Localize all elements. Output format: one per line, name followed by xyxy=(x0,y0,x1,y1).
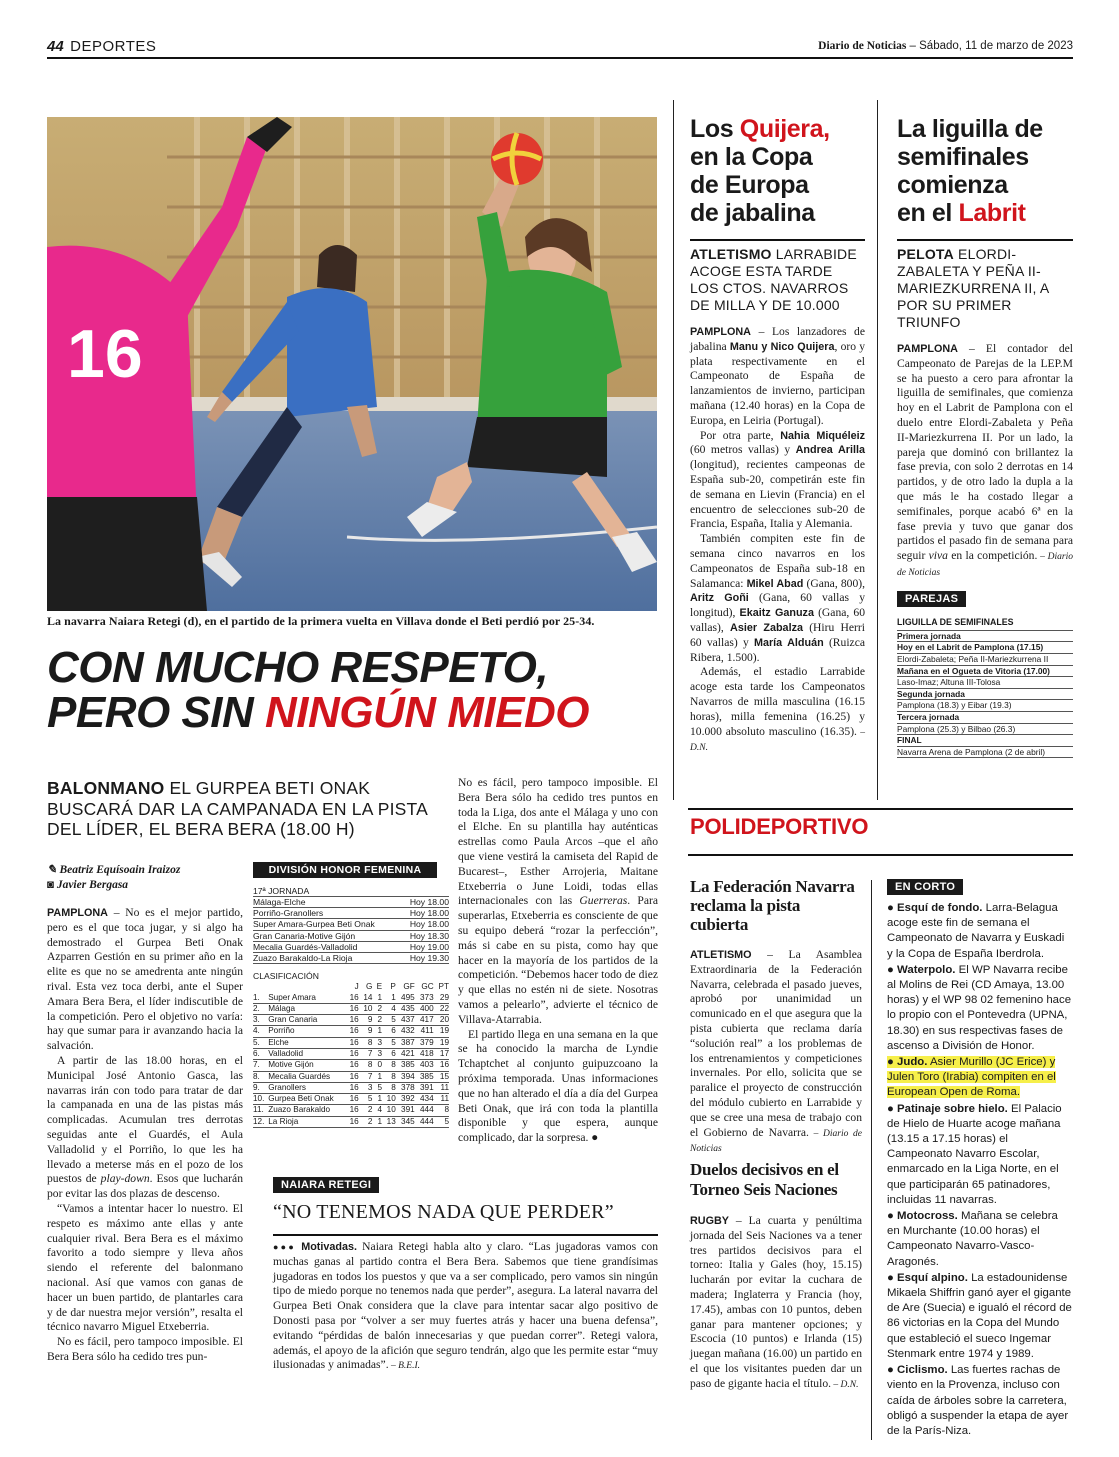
main-paragraph-1: PAMPLONA – No es el mejor partido, pero es el que toca jugar, y si algo ha demostrado el Gurpea Beti Onak Azparren Gestión en su primer año en la elite es que no se amedrenta ante ningún rival. Esta vez toca derbi, ante el Super Amara Bera Bera, el líder indiscutible de la competición. Pero el objetivo no varía: hay que sumar para ir avanzando hacia la salvación. xyxy=(47,906,243,1053)
fixture-row xyxy=(253,897,449,908)
standings-cell: 1 xyxy=(377,1026,383,1036)
standings-cell: 4. xyxy=(253,1026,260,1036)
schedule-line: Pamplona (25.3) y Bilbao (26.3) xyxy=(897,724,1073,736)
standings-cell: 11 xyxy=(440,1094,449,1104)
interview-dots: ●●● xyxy=(273,1242,297,1252)
byline xyxy=(47,863,247,893)
liguilla-headline: La liguilla de semifinales comienza en el Labrit xyxy=(897,115,1043,227)
short-news-text: Mañana se celebra en Murchante (10.00 horas) el Campeonato Navarro-Vasco-Aragonés. xyxy=(887,1210,1058,1268)
standings-cell: 432 xyxy=(401,1026,415,1036)
standings-cell: 385 xyxy=(419,1071,434,1081)
standings-cell: 11 xyxy=(440,1082,449,1092)
standings-cell: 1 xyxy=(377,992,383,1002)
bullet-icon: ● xyxy=(887,1210,898,1223)
standings-row xyxy=(253,1116,449,1127)
main-paragraph-5: El partido llega en una semana en la que se ha conocido la marcha de Lyndie Tchaptchet al conjunto guipuzcoano la próxima temporada. Unas informaciones que no han alterado el día a día del Gurpea Beti Onak, que irá con toda la plantilla disponible y que espera, aunque complicado, dar la sorpresa. ● xyxy=(458,1027,658,1145)
standings-cell: 16 xyxy=(349,1105,359,1115)
team-name: Granollers xyxy=(268,1082,306,1092)
interview-text: ●●● Motivadas. Naiara Retegi habla alto y claro. “Las jugadoras vamos con muchas ganas al partido contra el Bera Bera. Sabemos que tiene grandísimas jugadoras en todos los puestos y que va a ser complicado, pero vamos sin ningún tipo de miedo porque no tenemos nada que perder”, asegura. La lateral navarra del Gurpea Beti Onak considera que la clave para intentar sacar algo positivo de Donosti pasa por “volver a ser muy fuertes atrás y hacer una buena defensa”, evitando “pérdidas de balón innecesarias y que puedan correr”. Retegi valora, además, el apoyo de la afición que seguro tendrán, algo que les permite estar “muy ilusionadas y animadas”. – B.E.I. xyxy=(273,1240,658,1372)
fixture-time: Hoy 18.00 xyxy=(409,908,449,919)
standings-cell: 391 xyxy=(401,1105,415,1115)
team-name: Elche xyxy=(268,1037,289,1047)
fixture-row xyxy=(253,908,449,919)
standings-cell: 8 xyxy=(444,1105,449,1115)
standings-cell: 16 xyxy=(349,1060,359,1070)
main-paragraph-3: “Vamos a intentar hacer lo nuestro. El respeto es máximo ante ellas y ante cualquier rival. Bera Bera es el máximo favorito a todo siempre y lleva años siendo el referente del balonmano nacional. Así que vamos con ganas de hacer un buen partido, de plantarles cara y de dar nuestra mejor versión”, resalta el técnico navarro Miguel Etxeberria. xyxy=(47,1201,243,1334)
fixture-teams: Super Amara-Gurpea Beti Onak xyxy=(253,919,375,930)
standings-cell: 394 xyxy=(401,1071,415,1081)
schedule-heading: Mañana en el Ogueta de Vitoria (17.00) xyxy=(897,666,1073,678)
standings-row xyxy=(253,1060,449,1071)
standings-col-header: E xyxy=(376,982,383,992)
standings-cell: 5 xyxy=(444,1116,449,1126)
quijera-kicker: ATLETISMO LARRABIDE ACOGE ESTA TARDE LOS CTOS. NAVARROS DE MILLA Y DE 10.000 xyxy=(690,246,857,313)
standings-box xyxy=(253,860,449,1128)
short-news-sport: Judo. xyxy=(897,1056,928,1069)
standings-cell: 437 xyxy=(401,1015,415,1025)
main-column-2 xyxy=(458,776,658,1146)
fixture-teams: Zuazo Barakaldo-La Rioja xyxy=(253,953,353,964)
interview-tag: NAIARA RETEGI xyxy=(273,1177,379,1193)
photographer: ◙ Javier Bergasa xyxy=(47,879,129,891)
schedule-heading: Segunda jornada xyxy=(897,689,1073,701)
quijera-headline: Los Quijera, en la Copa de Europa de jabalina xyxy=(690,115,830,227)
standings-table xyxy=(253,982,449,1128)
standings-cell: 417 xyxy=(419,1015,434,1025)
standings-col-header: P xyxy=(390,982,396,992)
team-name: Mecalia Guardés xyxy=(268,1071,331,1081)
standings-row xyxy=(253,1015,449,1026)
standings-col-header: GF xyxy=(403,982,415,992)
schedule-heading: Tercera jornada xyxy=(897,712,1073,724)
short-news-esqui-alpino xyxy=(887,1271,1073,1362)
standings-cell: 16 xyxy=(349,1082,359,1092)
standings-cell: 17 xyxy=(439,1049,449,1058)
standings-cell: 16 xyxy=(349,1116,359,1126)
bullet-icon: ● xyxy=(887,1056,898,1069)
standings-cell: 6. xyxy=(253,1049,260,1058)
short-news-text: Asier Murillo (JC Erice) y Julen Toro (Irabia) compiten en el European Open de Roma. xyxy=(887,1056,1056,1099)
short-news-sport: Motocross. xyxy=(897,1210,958,1223)
team-name: Gran Canaria xyxy=(268,1015,318,1025)
bullet-icon: ● xyxy=(887,963,898,976)
short-news-judo xyxy=(887,1055,1073,1101)
jornada-label: 17ª JORNADA xyxy=(253,886,449,897)
standings-cell: 12. xyxy=(253,1116,265,1126)
standings-cell: 5 xyxy=(367,1094,373,1104)
standings-cell: 19 xyxy=(439,1026,449,1036)
short-news-text: Larra-Belagua acoge este fin de semana el Campeonato de Navarra y Euskadi y la Copa de España Iberdrola. xyxy=(887,902,1065,960)
standings-cell: 0 xyxy=(377,1060,383,1070)
team-name: Zuazo Barakaldo xyxy=(268,1105,331,1115)
standings-cell: 421 xyxy=(401,1049,415,1058)
standings-cell: 1 xyxy=(377,1094,383,1104)
fixture-row xyxy=(253,942,449,953)
fixture-row xyxy=(253,931,449,942)
standings-cell: 11. xyxy=(253,1105,264,1115)
standings-cell: 2. xyxy=(253,1003,260,1013)
standings-cell: 1 xyxy=(391,992,396,1002)
fixture-teams: Mecalia Guardés-Valladolid xyxy=(253,941,358,952)
standings-cell: 7 xyxy=(367,1049,373,1058)
bullet-icon: ● xyxy=(887,1364,898,1377)
fixture-teams: Gran Canaria-Motive Gijón xyxy=(253,930,356,941)
short-news-text: El Palacio de Hielo de Huarte acoge mañana (13.15 a 17.15 horas) el Campeonato Navarro Escolar, enmarcado en la Liga Norte, en el que participarán 65 patinadores, incluidas 11 navarras. xyxy=(887,1102,1062,1206)
standings-cell: 418 xyxy=(419,1049,434,1058)
standings-cell: 16 xyxy=(349,1094,359,1104)
rugby-text: RUGBY – La cuarta y penúltima jornada del Seis Naciones va a tener tres partidos decisivos para el torneo: Italia y Gales (hoy, 15.15) lucharán por evitar la cuchara de madera; Inglaterra y Francia (hoy, 17.45), ambas con 10 puntos, deben ganar para mantener opciones; y Escocia (10 puntos) e Irlanda (15) juegan mañana (16.00) un partido en el que los visitantes pueden dar un paso de gigante hacia el título. – D.N. xyxy=(690,1214,862,1390)
fixture-time: Hoy 18.00 xyxy=(409,919,449,930)
short-news-waterpolo xyxy=(887,963,1073,1054)
team-name: Málaga xyxy=(268,1003,296,1013)
headline-line-1: CON MUCHO RESPETO, xyxy=(47,643,549,692)
standings-cell: 1 xyxy=(377,1116,383,1126)
standings-cell: 22 xyxy=(439,1003,449,1013)
standings-cell: 8 xyxy=(391,1071,396,1081)
standings-cell: 16 xyxy=(439,1060,449,1070)
liguilla-table-title: LIGUILLA DE SEMIFINALES xyxy=(897,617,1073,631)
standings-cell: 16 xyxy=(349,1003,359,1013)
standings-col-header: GC xyxy=(421,982,434,992)
page-number: 44 xyxy=(47,38,64,55)
standings-row xyxy=(253,1094,449,1105)
standings-cell: 495 xyxy=(401,992,415,1002)
standings-cell: 16 xyxy=(349,1049,359,1058)
standings-cell: 4 xyxy=(391,1003,396,1013)
standings-cell: 392 xyxy=(401,1094,415,1104)
bullet-icon: ● xyxy=(887,1271,898,1284)
handball-scene xyxy=(47,117,657,611)
short-news-sport: Ciclismo. xyxy=(897,1364,948,1377)
standings-tag: DIVISIÓN HONOR FEMENINA xyxy=(253,862,437,878)
poli-rule xyxy=(688,854,1073,856)
standings-cell: 9. xyxy=(253,1082,260,1092)
schedule-line: Laso-Imaz; Altuna III-Tolosa xyxy=(897,677,1073,689)
en-corto-list xyxy=(887,901,1073,1439)
liguilla-paragraph: PAMPLONA – El contador del Campeonato de Parejas de la LEP.M se ha puesto a cero para afrontar la liguilla de semifinales, que comienza hoy en el Labrit de Pamplona con el duelo entre Elordi-Zabaleta y Peña II-Mariezkurrena II. Por un lado, la pareja que dominó con brillantez la fase previa, con solo 2 derrotas en 14 partidos, y de otro lado la dupla a la que más le ha costado llegar a semifinales, porque acabó 6ª en la fase previa y tuvo que ganar dos partidos el pasado fin de semana para seguir viva en la competición. – Diario de Noticias xyxy=(897,342,1073,578)
quijera-paragraph-1: PAMPLONA – Los lanzadores de jabalina Manu y Nico Quijera, oro y plata respectivamente en el Campeonato de España de lanzamientos de invierno, participan mañana (12.40 horas) en la Copa de Europa, en Leiria (Portugal). xyxy=(690,325,865,427)
standings-cell: 2 xyxy=(377,1015,383,1025)
highlight-marker xyxy=(887,1056,1056,1098)
standings-cell: 2 xyxy=(367,1116,373,1126)
standings-cell: 3 xyxy=(377,1049,383,1058)
poli-section-title: POLIDEPORTIVO xyxy=(690,814,869,839)
standings-cell: 387 xyxy=(401,1037,415,1047)
bullet-icon: ● xyxy=(887,1102,898,1115)
standings-cell: 19 xyxy=(439,1037,449,1047)
standings-cell: 10. xyxy=(253,1094,265,1104)
interview-box xyxy=(273,1175,658,1374)
column-divider xyxy=(877,100,878,800)
fixture-time: Hoy 18.30 xyxy=(409,930,449,941)
fixture-row xyxy=(253,953,449,964)
fixture-time: Hoy 19.00 xyxy=(409,941,449,952)
main-headline xyxy=(47,645,667,735)
liguilla-article xyxy=(897,115,1073,758)
standings-cell: 379 xyxy=(419,1037,434,1047)
standings-cell: 1. xyxy=(253,992,260,1002)
newspaper-name: Diario de Noticias xyxy=(818,40,907,52)
headline-line-2: PERO SIN NINGÚN MIEDO xyxy=(47,688,589,737)
standings-label: CLASIFICACIÓN xyxy=(253,971,319,982)
goalkeeper-shirt-number: 16 xyxy=(67,316,143,392)
rugby-article xyxy=(690,1160,862,1393)
standings-row xyxy=(253,1003,449,1014)
main-paragraph-2: A partir de las 18.00 horas, en el Municipal José Antonio Gasca, las navarras irán con todo para tratar de dar la campanada en una de las pistas más complicadas. Acumulan tres derrotas seguidas ante el Guardés, el Aula Valladolid y el Porriño, lo que les ha llevado a meterse más en el pozo de los puestos de play-down. Esos que lucharán por evitar las dos plazas de descenso. xyxy=(47,1053,243,1201)
standings-cell: 10 xyxy=(386,1094,396,1104)
standings-cell: 16 xyxy=(349,1026,359,1036)
standings-cell: 444 xyxy=(419,1105,434,1115)
schedule-line: Elordi-Zabaleta; Peña II-Mariezkurrena II xyxy=(897,654,1073,666)
header-rule xyxy=(47,57,1073,59)
standings-cell: 385 xyxy=(401,1060,415,1070)
standings-cell: 5 xyxy=(377,1082,383,1092)
en-corto-tag: EN CORTO xyxy=(887,879,963,895)
schedule-heading: FINAL xyxy=(897,735,1073,747)
short-news-sport: Patinaje sobre hielo. xyxy=(897,1102,1008,1115)
standings-cell: 378 xyxy=(401,1082,415,1092)
standings-cell: 411 xyxy=(420,1026,434,1036)
author: ✎ Beatriz Equísoain Iraizoz xyxy=(47,864,181,876)
parejas-tag: PAREJAS xyxy=(897,591,966,607)
team-name: Gurpea Beti Onak xyxy=(268,1094,334,1104)
standings-cell: 8 xyxy=(367,1060,373,1070)
standings-cell: 1 xyxy=(377,1071,383,1081)
en-corto xyxy=(887,877,1073,1440)
standings-cell: 7 xyxy=(367,1071,373,1081)
main-kicker: BALONMANO EL GURPEA BETI ONAK BUSCARÁ DAR LA CAMPANADA EN LA PISTA DEL LÍDER, EL BERA BERA (18.00 H) xyxy=(47,778,428,839)
quijera-paragraph-3: También compiten este fin de semana cinco navarros en los Campeonatos de España sub-18 en Salamanca: Mikel Abad (Gana, 800), Aritz Goñi (Gana, 60 vallas y longitud), Ekaitz Ganuza (Gana, 60 vallas), Asier Zabalza (Hiru Herri 60 vallas) y María Alduán (Ruizca Ribera, 1.500). xyxy=(690,532,865,664)
short-news-sport: Waterpolo. xyxy=(897,963,956,976)
main-column-1 xyxy=(47,906,243,1365)
federacion-headline: La Federación Navarra reclama la pista cubierta xyxy=(690,877,855,934)
fixture-teams: Málaga-Elche xyxy=(253,897,306,907)
rugby-headline: Duelos decisivos en el Torneo Seis Naciones xyxy=(690,1160,839,1199)
quijera-article xyxy=(690,115,865,756)
standings-row xyxy=(253,993,449,1004)
standings-cell: 345 xyxy=(401,1116,415,1126)
standings-row xyxy=(253,1026,449,1037)
liguilla-schedule xyxy=(897,631,1073,759)
standings-cell: 9 xyxy=(367,1015,373,1025)
standings-cell: 5 xyxy=(391,1015,396,1025)
federacion-article xyxy=(690,877,862,1157)
standings-cell: 434 xyxy=(419,1094,434,1104)
standings-cell: 8. xyxy=(253,1071,260,1081)
team-name: Motive Gijón xyxy=(268,1060,314,1070)
short-news-text: La estadounidense Mikaela Shiffrin ganó ayer el gigante de Are (Suecia) e igualó el récord de 86 victorias en la Copa del Mundo que estableció el sueco Ingemar Stenmark entre 1974 y 1989. xyxy=(887,1271,1072,1360)
standings-cell: 6 xyxy=(391,1026,396,1036)
standings-cell: 2 xyxy=(367,1105,373,1115)
standings-cell: 403 xyxy=(419,1060,434,1070)
fixture-row xyxy=(253,919,449,930)
standings-cell: 8 xyxy=(367,1037,373,1047)
page-header xyxy=(47,38,1073,58)
main-paragraph-4a: No es fácil, pero tampoco imposible. El Bera Bera sólo ha cedido tres pun- xyxy=(47,1335,243,1363)
fixture-time: Hoy 19.30 xyxy=(409,953,449,964)
team-name: La Rioja xyxy=(268,1116,299,1126)
standings-col-header: PT xyxy=(438,982,449,992)
schedule-line: Navarra Arena de Pamplona (2 de abril) xyxy=(897,747,1073,759)
standings-cell: 29 xyxy=(439,992,449,1002)
standings-cell: 13 xyxy=(386,1116,396,1126)
standings-cell: 8 xyxy=(391,1082,396,1092)
standings-cell: 5. xyxy=(253,1037,260,1047)
team-name: Porriño xyxy=(268,1026,295,1036)
schedule-heading: Primera jornada xyxy=(897,631,1073,643)
short-news-text: Las fuertes rachas de viento en la Provenza, incluso con caída de árboles sobre la carretera, obligó a suspender la etapa de ayer de la París-Niza. xyxy=(887,1364,1069,1437)
standings-col-header: G xyxy=(366,982,373,992)
short-news-esqui-de-fondo xyxy=(887,901,1073,962)
standings-row xyxy=(253,1082,449,1093)
photo-caption: La navarra Naiara Retegi (d), en el partido de la primera vuelta en Villava donde el Beti perdió por 25-34. xyxy=(47,614,595,628)
standings-cell: 16 xyxy=(349,1071,359,1081)
short-news-patinaje-sobre-hielo xyxy=(887,1102,1073,1208)
fixture-time: Hoy 18.00 xyxy=(409,897,449,907)
standings-col-header: J xyxy=(354,982,359,992)
standings-cell: 16 xyxy=(349,1015,359,1025)
standings-cell: 9 xyxy=(367,1026,373,1036)
interview-title: “NO TENEMOS NADA QUE PERDER” xyxy=(273,1201,614,1223)
main-paragraph-4b: No es fácil, pero tampoco imposible. El Bera Bera sólo ha cedido tres puntos en toda la Liga, dos ante el Málaga y uno con el Elche. En su plantilla hay auténticas estrellas como Paula Arcos –que el año que viene vestirá la camiseta del Rapid de Bucarest–, Esther Arrojeria, Maitane Etxeberria o June Loidi, todas ellas internacionales con las Guerreras. Para superarlas, Etxeberria es consciente de que su equipo deberá “rozar la perfección”, más si cabe en su pista, como hay que hacer en la mayoría de los partidos de la competición. “Debemos hacer todo de diez y que ellas no estén ni de siete. Nosotras vamos a pelearlo”, advierte el técnico de Villava-Atarrabia. xyxy=(458,776,658,1026)
short-news-sport: Esquí alpino. xyxy=(897,1271,968,1284)
standings-cell: 3 xyxy=(377,1037,383,1047)
standings-cell: 2 xyxy=(377,1003,383,1013)
standings-row xyxy=(253,1105,449,1116)
standings-cell: 400 xyxy=(419,1003,434,1013)
section-name: DEPORTES xyxy=(70,38,157,55)
standings-row xyxy=(253,1071,449,1082)
liguilla-kicker: PELOTA ELORDI-ZABALETA Y PEÑA II-MARIEZKURRENA II, A POR SU PRIMER TRIUNFO xyxy=(897,246,1049,330)
standings-cell: 10 xyxy=(363,1003,373,1013)
short-news-text: El WP Navarra recibe al Molins de Rei (CD Amaya, 13.00 horas) y el WP 98 02 femenino hace lo propio con el Pontevedra (UPNA, 18.30) en sus respectivas fases de ascenso a División de Honor. xyxy=(887,963,1072,1052)
standings-cell: 8 xyxy=(391,1060,396,1070)
standings-cell: 373 xyxy=(419,992,434,1002)
fixtures-list xyxy=(253,897,449,964)
schedule-line: Pamplona (18.3) y Eibar (19.3) xyxy=(897,700,1073,712)
standings-cell: 14 xyxy=(363,992,373,1002)
poli-rule xyxy=(688,808,1073,810)
issue-date: – Sábado, 11 de marzo de 2023 xyxy=(909,40,1073,52)
quijera-paragraph-2: Por otra parte, Nahia Miquéleiz (60 metros vallas) y Andrea Arilla (longitud), recientes campeonas de España sub-20, competirán este fin de semana en Lievin (Francia) en el encuentro de selecciones sub-20 de Francia, España, Italia y Alemania. xyxy=(690,428,865,531)
team-name: Valladolid xyxy=(268,1049,304,1058)
short-news-motocross xyxy=(887,1209,1073,1270)
short-news-sport: Esquí de fondo. xyxy=(897,902,983,914)
kicker-sport: BALONMANO xyxy=(47,778,165,798)
team-name: Super Amara xyxy=(268,992,316,1002)
standings-cell: 444 xyxy=(419,1116,434,1126)
short-news-ciclismo xyxy=(887,1363,1073,1439)
standings-cell: 10 xyxy=(386,1105,396,1115)
standings-cell: 3. xyxy=(253,1015,260,1025)
federacion-text: ATLETISMO – La Asamblea Extraordinaria de la Federación Navarra, celebrada el pasado jueves, aprobó por unanimidad un comunicado en el que asegura que la pista cubierta que reclama daría “solución real” a los problemas de los entrenamientos y competiciones invernales. Por ello, solicita que se paralice el proyecto de construcción del módulo cubierto en Larrabide y que se cree una mesa de trabajo con el Gobierno de Navarra. – Diario de Noticias xyxy=(690,948,862,1155)
standings-cell: 16 xyxy=(349,1037,359,1047)
schedule-heading: Hoy en el Labrit de Pamplona (17.15) xyxy=(897,642,1073,654)
standings-cell: 4 xyxy=(377,1105,383,1115)
standings-cell: 391 xyxy=(419,1082,434,1092)
quijera-paragraph-4: Además, el estadio Larrabide acoge esta tarde los Campeonatos Navarros de milla masculina (16.15 horas), milla femenina (16.25) y 10.000 absoluto masculino (16.35). – D.N. xyxy=(690,665,866,754)
standings-row xyxy=(253,1049,449,1060)
standings-cell: 16 xyxy=(349,992,359,1002)
fixture-teams: Porriño-Granollers xyxy=(253,908,324,919)
standings-cell: 5 xyxy=(391,1037,396,1047)
standings-cell: 20 xyxy=(439,1015,449,1025)
bullet-icon: ● xyxy=(887,902,898,914)
standings-cell: 3 xyxy=(367,1082,373,1092)
standings-cell: 7. xyxy=(253,1060,260,1070)
standings-cell: 435 xyxy=(401,1003,415,1013)
column-divider xyxy=(673,100,674,800)
column-divider xyxy=(871,880,872,1440)
standings-cell: 15 xyxy=(439,1071,449,1081)
standings-row xyxy=(253,1037,449,1048)
handball-photo xyxy=(47,117,657,611)
standings-cell: 6 xyxy=(391,1049,396,1058)
